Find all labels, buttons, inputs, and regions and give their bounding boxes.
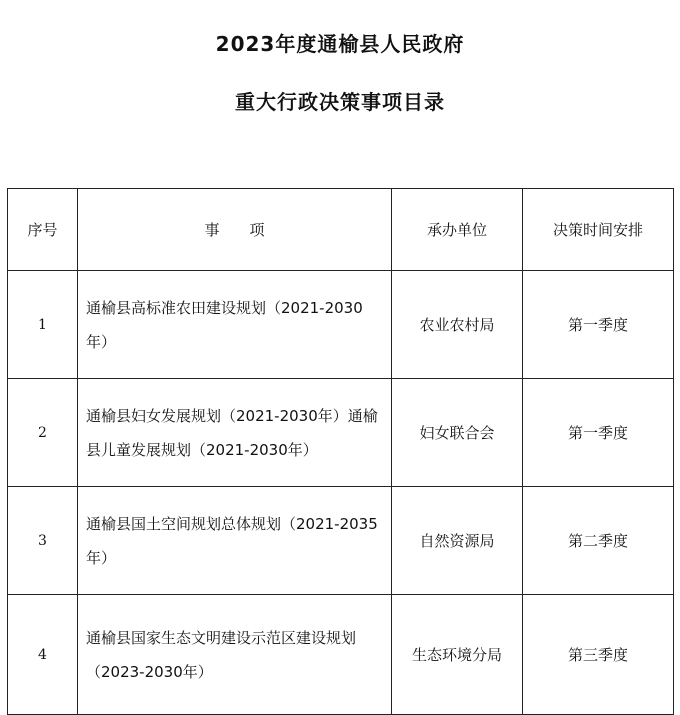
row-item: 通榆县妇女发展规划（2021-2030年）通榆县儿童发展规划（2021-2030年） bbox=[78, 379, 392, 487]
row-number: 3 bbox=[8, 487, 78, 595]
row-time: 第一季度 bbox=[523, 379, 674, 487]
row-unit: 妇女联合会 bbox=[392, 379, 523, 487]
document-title-line-2: 重大行政决策事项目录 bbox=[235, 90, 445, 114]
header-item-char-1: 事 bbox=[204, 221, 220, 239]
table-header-row bbox=[8, 189, 674, 271]
header-unit: 承办单位 bbox=[392, 189, 523, 271]
table-row bbox=[8, 271, 674, 379]
row-time: 第一季度 bbox=[523, 271, 674, 379]
row-unit: 农业农村局 bbox=[392, 271, 523, 379]
row-item: 通榆县国家生态文明建设示范区建设规划（2023-2030年） bbox=[78, 595, 392, 715]
row-item: 通榆县高标准农田建设规划（2021-2030年） bbox=[78, 271, 392, 379]
row-time: 第二季度 bbox=[523, 487, 674, 595]
row-number: 2 bbox=[8, 379, 78, 487]
header-number: 序号 bbox=[8, 189, 78, 271]
document-title-line-1: 2023年度通榆县人民政府 bbox=[215, 32, 465, 56]
table-row bbox=[8, 595, 674, 715]
table-row bbox=[8, 487, 674, 595]
header-item bbox=[78, 189, 392, 271]
header-time: 决策时间安排 bbox=[523, 189, 674, 271]
decision-catalog-table bbox=[7, 188, 674, 715]
table-row bbox=[8, 379, 674, 487]
row-number: 1 bbox=[8, 271, 78, 379]
row-number: 4 bbox=[8, 595, 78, 715]
row-unit: 生态环境分局 bbox=[392, 595, 523, 715]
row-time: 第三季度 bbox=[523, 595, 674, 715]
row-item: 通榆县国土空间规划总体规划（2021-2035年） bbox=[78, 487, 392, 595]
row-unit: 自然资源局 bbox=[392, 487, 523, 595]
header-item-char-2: 项 bbox=[249, 221, 265, 239]
